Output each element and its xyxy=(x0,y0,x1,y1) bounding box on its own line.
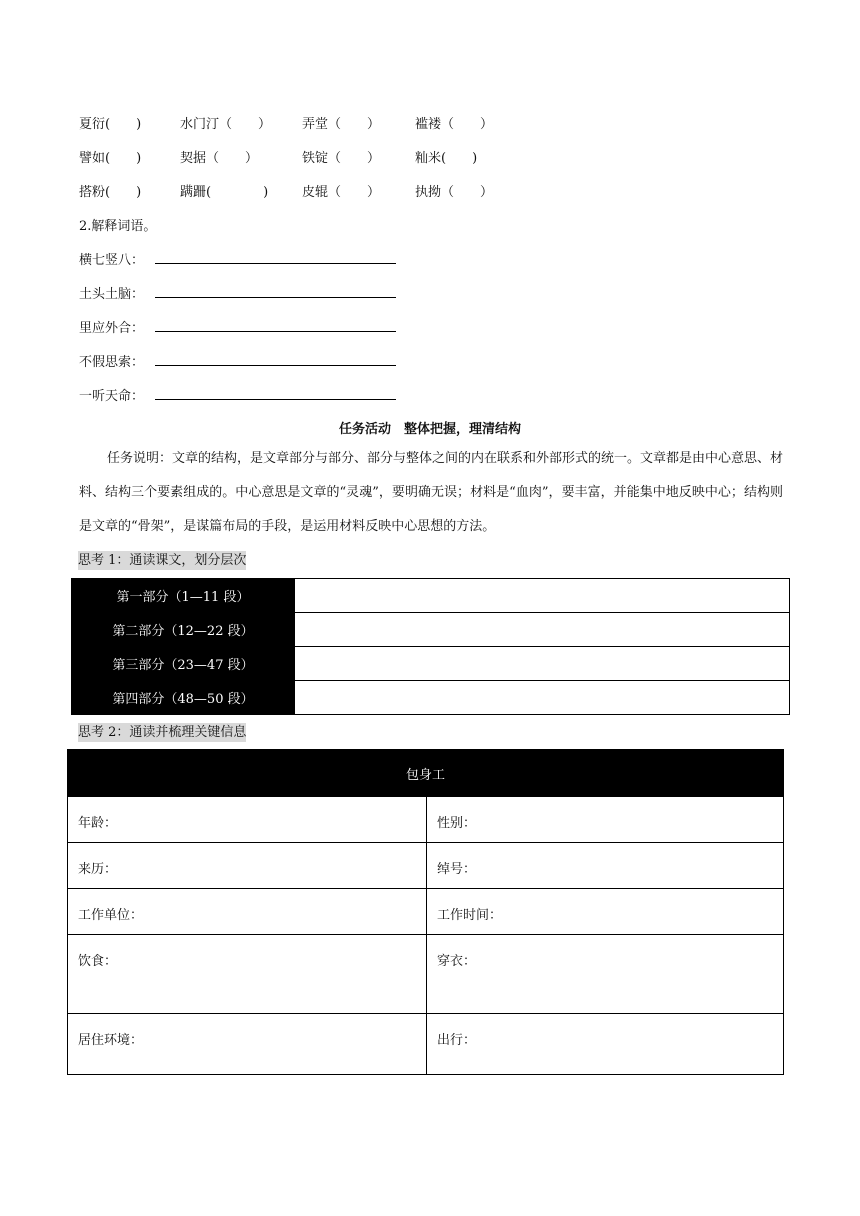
pinyin-item[interactable]: 执拗（ ） xyxy=(415,185,494,200)
info-cell[interactable]: 绰号： xyxy=(427,843,784,889)
table-header: 包身工 xyxy=(68,750,784,797)
info-cell[interactable]: 性别： xyxy=(427,797,784,843)
table-row xyxy=(72,579,790,613)
table-row xyxy=(72,613,790,647)
pinyin-item[interactable]: 铁锭（ ） xyxy=(302,151,381,166)
info-cell[interactable]: 穿衣： xyxy=(427,935,784,1014)
info-cell[interactable]: 饮食： xyxy=(68,935,427,1014)
info-cell[interactable]: 出行： xyxy=(427,1014,784,1075)
answer-blank[interactable] xyxy=(155,263,396,264)
answer-blank[interactable] xyxy=(155,331,396,332)
pinyin-item[interactable]: 契据（ ） xyxy=(180,151,259,166)
info-table xyxy=(67,749,784,1075)
table-row xyxy=(68,797,784,843)
info-cell[interactable]: 来历： xyxy=(68,843,427,889)
part-label: 第三部分（23—47 段） xyxy=(72,647,295,681)
pinyin-item[interactable]: 皮辊（ ） xyxy=(302,185,381,200)
task-title: 任务活动 整体把握，理清结构 xyxy=(338,422,521,437)
answer-cell[interactable] xyxy=(295,647,790,681)
part-label: 第二部分（12—22 段） xyxy=(72,613,295,647)
table-row xyxy=(68,843,784,889)
table-row xyxy=(72,681,790,715)
table-row xyxy=(68,889,784,935)
table-row xyxy=(68,935,784,1014)
think-2-heading: 思考 2：通读并梳理关键信息 xyxy=(78,725,247,740)
answer-blank[interactable] xyxy=(155,297,396,298)
pinyin-item[interactable]: 搭粉( ) xyxy=(79,185,142,200)
table-row xyxy=(72,647,790,681)
definition-label: 一听天命： xyxy=(79,389,145,404)
definition-label: 土头土脑： xyxy=(79,287,145,302)
answer-blank[interactable] xyxy=(155,365,396,366)
section-heading: 2.解释词语。 xyxy=(79,219,157,234)
definition-label: 横七竖八： xyxy=(79,253,145,268)
part-label: 第四部分（48—50 段） xyxy=(72,681,295,715)
think-1-heading: 思考 1：通读课文，划分层次 xyxy=(78,553,247,568)
pinyin-item[interactable]: 蹒跚( ) xyxy=(180,185,269,200)
pinyin-item[interactable]: 弄堂（ ） xyxy=(302,117,381,132)
pinyin-item[interactable]: 夏衍( ) xyxy=(79,117,142,132)
task-description: 任务说明：文章的结构，是文章部分与部分、部分与整体之间的内在联系和外部形式的统一。文章都是由中心意思、材料、结构三个要素组成的。中心意思是文章的“灵魂”，要明确无误；材料是“血肉”，要丰富，并能集中地反映中心；结构则是文章的“骨架”，是谋篇布局的手段，是运用材料反映中心思想的方法。 xyxy=(79,451,784,534)
pinyin-item[interactable]: 水门汀（ ） xyxy=(180,117,272,132)
answer-cell[interactable] xyxy=(295,579,790,613)
info-cell[interactable]: 年龄： xyxy=(68,797,427,843)
pinyin-item[interactable]: 譬如( ) xyxy=(79,151,142,166)
pinyin-item[interactable]: 籼米( ) xyxy=(415,151,478,166)
info-cell[interactable]: 工作时间： xyxy=(427,889,784,935)
answer-cell[interactable] xyxy=(295,681,790,715)
info-cell[interactable]: 工作单位： xyxy=(68,889,427,935)
answer-blank[interactable] xyxy=(155,399,396,400)
answer-cell[interactable] xyxy=(295,613,790,647)
table-header-row xyxy=(68,750,784,797)
info-cell[interactable]: 居住环境： xyxy=(68,1014,427,1075)
definition-label: 不假思索： xyxy=(79,355,145,370)
structure-table xyxy=(71,578,790,715)
part-label: 第一部分（1—11 段） xyxy=(72,579,295,613)
table-row xyxy=(68,1014,784,1075)
definition-label: 里应外合： xyxy=(79,321,145,336)
pinyin-item[interactable]: 褴褛（ ） xyxy=(415,117,494,132)
